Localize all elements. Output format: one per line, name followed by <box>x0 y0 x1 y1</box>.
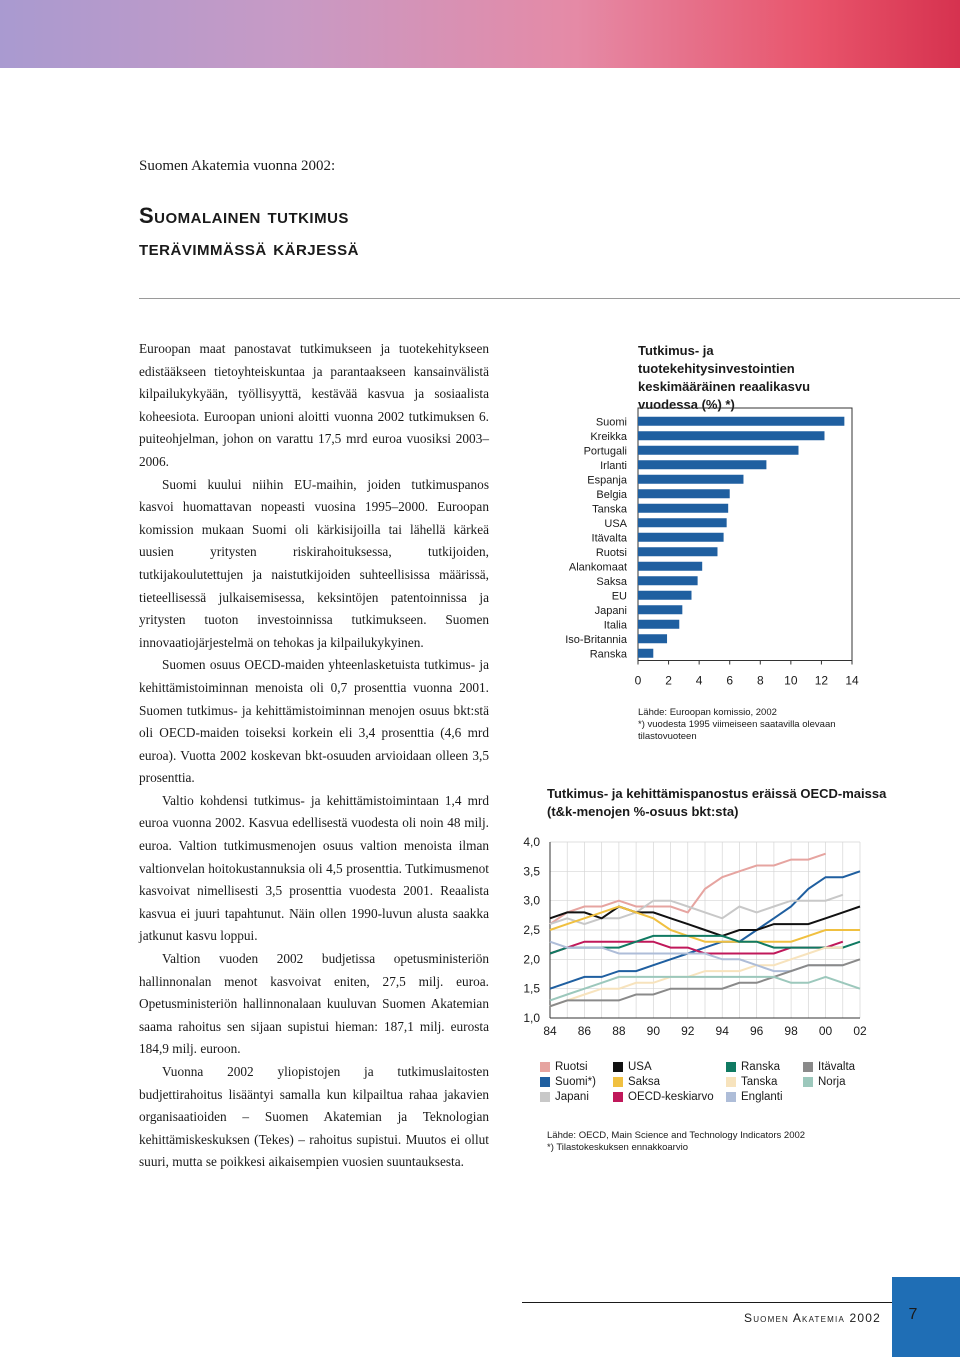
legend-label: USA <box>628 1061 652 1073</box>
legend-entry <box>726 1076 777 1088</box>
bar-chart-source-line-2: *) vuodesta 1995 viimeiseen saatavilla olevaan tilastovuoteen <box>638 719 836 742</box>
bar-chart-category-label: Alankomaat <box>568 561 627 574</box>
page-number: 7 <box>908 1306 918 1323</box>
legend-swatch <box>613 1077 623 1087</box>
bar-chart-bar <box>638 634 667 643</box>
legend-entry <box>803 1061 855 1073</box>
paragraph-1: Euroopan maat panostavat tutkimukseen ja tuotekehitykseen edistääkseen tietoyhteiskuntaa ja parantaakseen kansainvälistä kilpailukykyään, työllisyyttä, kestävää kasvua ja sosiaalista koheesiota. Euroopan unioni aloitti vuonna 2002 tutkimuksen 6. puiteohjelman, johon on varattu 17,5 mrd euroa vuosiksi 2003–2006. <box>139 341 489 469</box>
legend-label: Ranska <box>741 1061 780 1073</box>
line-chart-y-tick-label: 2,5 <box>523 923 540 937</box>
footer-rule <box>522 1302 892 1303</box>
bar-chart-bar <box>638 576 698 585</box>
bar-chart-bar <box>638 431 824 440</box>
paragraph-5: Valtion vuoden 2002 budjetissa opetusministeriön hallinnonalan menot kasvoivat eniten, 27,5 milj. euroa. Opetusministeriön hallinnonalaan kuuluvan Suomen Akatemian saama rahoitus sen sijaan supistui hieman: 187,1 milj. eurosta 184,9 milj. euroon. <box>139 951 489 1057</box>
line-chart-source <box>547 1130 867 1154</box>
line-chart-source-line-2: *) Tilastokeskuksen ennakkoarvio <box>547 1142 688 1153</box>
legend-swatch <box>540 1062 550 1072</box>
legend-label: Tanska <box>741 1076 778 1088</box>
bar-chart-category-label: USA <box>604 517 627 530</box>
legend-label: Norja <box>818 1076 846 1088</box>
legend-label: Englanti <box>741 1091 783 1103</box>
bar-chart-category-label: Saksa <box>596 575 627 588</box>
paragraph-4: Valtio kohdensi tutkimus- ja kehittämistoimintaan 1,4 mrd euroa vuonna 2002. Kasvua edellisestä vuodesta oli noin 48 milj. euroa. Valtion tutkimusmenojen osuus valtion menoista ilman valtionvelan hoitokustannuksia oli 4,5 prosenttia. Tutkimusmenot kasvoivat nimellisesti 3,5 prosenttia vuodesta 2001. Reaalista kasvua ei juuri tapahtunut. Näin ollen 1990-luvun alusta saakka jatkunut kasvu loppui. <box>139 792 489 944</box>
line-chart-x-tick-label: 90 <box>646 1024 661 1038</box>
intro-line: Suomen Akatemia vuonna 2002: <box>139 158 336 174</box>
bar-chart-bar <box>638 605 682 614</box>
bar-chart-title: Tutkimus- ja tuotekehitysinvestointien keskimääräinen reaalikasvu vuodessa (%) *) <box>638 343 811 412</box>
legend-label: Japani <box>555 1091 589 1103</box>
line-chart-x-tick-label: 94 <box>715 1024 729 1038</box>
bar-chart-bar <box>638 591 692 600</box>
legend-label: Ruotsi <box>555 1061 588 1073</box>
legend-label: Itävalta <box>818 1061 856 1073</box>
legend-swatch <box>613 1062 623 1072</box>
bar-chart-category-label: Italia <box>603 619 627 632</box>
bar-chart-category-label: Suomi <box>595 416 627 429</box>
paragraph-2: Suomi kuului niihin EU-maihin, joiden tutkimuspanos kasvoi huomattavan nopeasti vuosina 1995–2000. Euroopan komission mukaan Suomi oli kärkisijoilla tai lähellä kärkeä uusien yritysten riskirahoituksessa, tutkijoiden, tutkijakoulutettujen ja naistutkijoiden suhteellisissa määrissä, tieteellisessä julkaisemisessa, keksintöjen patentoinnissa ja yritysten tuoton investoinnissa tutkimukseen. Suomen innovaatiojärjestelmä on tehokas ja kilpailukykyinen. <box>139 476 489 650</box>
legend-entry <box>540 1076 596 1088</box>
line-chart-x-tick-label: 00 <box>818 1024 833 1038</box>
legend-swatch <box>726 1092 736 1102</box>
bar-chart-category-label: Irlanti <box>600 459 627 472</box>
bar-chart-source-line-1: Lähde: Euroopan komissio, 2002 <box>638 707 777 718</box>
legend-swatch <box>613 1092 623 1102</box>
line-chart-y-tick-label: 1,5 <box>523 981 540 996</box>
legend-entry <box>540 1091 589 1103</box>
legend-label: Saksa <box>628 1076 660 1088</box>
page-title <box>139 200 359 264</box>
legend-swatch <box>540 1077 550 1087</box>
paragraph-3: Suomen osuus OECD-maiden yhteenlasketuista tutkimus- ja kehittämistoiminnan menoista oli 0,7 prosenttia vuonna 2001. Suomen tutkimus- ja kehittämistoiminnan menojen osuus bkt:stä oli OECD-maiden toiseksi korkein eli 3,4 prosenttia (4,6 mrd euroa). Vuotta 2002 koskevan bkt-osuuden arvioidaan olleen 3,5 prosenttia. <box>139 657 489 786</box>
bar-chart-bar <box>638 562 702 571</box>
bar-chart-category-label: Espanja <box>587 474 627 487</box>
legend-entry <box>726 1091 783 1103</box>
bar-chart-x-tick-label: 12 <box>814 673 829 688</box>
bar-chart-bar <box>638 460 766 469</box>
legend-label: OECD-keskiarvo <box>628 1091 714 1103</box>
footer-publication: Suomen Akatemia 2002 <box>744 1311 882 1325</box>
line-chart-x-tick-label: 98 <box>784 1024 798 1038</box>
bar-chart-x-tick-label: 14 <box>845 673 859 688</box>
legend-swatch <box>540 1092 550 1102</box>
bar-chart-bar <box>638 518 727 527</box>
bar-chart-source <box>638 707 878 743</box>
bar-chart-bar <box>638 649 653 658</box>
line-chart-x-tick-label: 96 <box>749 1024 764 1038</box>
title-line-2: terävimmässä kärjessä <box>139 235 359 260</box>
body-text <box>139 338 489 1174</box>
bar-chart-bar <box>638 446 799 455</box>
line-chart-y-tick-label: 2,0 <box>523 952 540 967</box>
legend-entry <box>613 1061 652 1073</box>
bar-chart-category-label: Ranska <box>589 648 627 661</box>
bar-chart-bar <box>638 417 844 426</box>
legend-entry <box>613 1091 714 1103</box>
legend-swatch <box>726 1077 736 1087</box>
bar-chart-category-label: Itävalta <box>591 532 627 545</box>
bar-chart-x-tick-label: 10 <box>784 673 798 688</box>
bar-chart-bar <box>638 620 679 629</box>
bar-chart-category-label: Japani <box>594 604 627 617</box>
bar-chart-x-tick-label: 6 <box>726 673 734 688</box>
line-chart-x-tick-label: 84 <box>543 1024 557 1038</box>
legend-entry <box>613 1076 660 1088</box>
line-chart-source-line-1: Lähde: OECD, Main Science and Technology Indicators 2002 <box>547 1130 806 1141</box>
legend-label: Suomi*) <box>555 1076 596 1088</box>
line-chart-x-tick-label: 02 <box>853 1024 867 1038</box>
paragraph-6: Vuonna 2002 yliopistojen ja tutkimuslaitosten budjettirahoitus lisääntyi samalla kun kilpailtua rahaa jakavien organisaatioiden – Suomen Akatemian ja Teknologian kehittämiskeskuksen (Tekes) – rahoitus supistui. Muutos ei ollut suuri, mutta se poikkesi aikaisempien vuosien suuntauksesta. <box>139 1064 489 1170</box>
bar-chart-x-tick-label: 2 <box>665 673 672 688</box>
bar-chart-category-label: Ruotsi <box>595 546 627 559</box>
bar-chart-bar <box>638 533 724 542</box>
bar-chart-category-label: Belgia <box>596 488 627 501</box>
line-chart-y-tick-label: 3,0 <box>523 893 540 908</box>
bar-chart-bar <box>638 504 728 513</box>
header-banner <box>0 0 960 68</box>
line-chart-x-tick-label: 92 <box>681 1024 695 1038</box>
bar-chart-category-label: Kreikka <box>590 430 627 443</box>
bar-chart-bar <box>638 489 730 498</box>
bar-chart-category-label: Portugali <box>583 445 627 458</box>
line-chart-x-tick-label: 88 <box>612 1024 626 1038</box>
bar-chart-bar <box>638 475 743 484</box>
bar-chart-category-label: Tanska <box>592 503 627 516</box>
line-chart <box>510 830 870 1045</box>
line-chart-y-tick-label: 1,0 <box>523 1011 540 1025</box>
bar-chart-category-label: Iso-Britannia <box>565 633 627 646</box>
title-divider <box>139 298 960 299</box>
bar-chart-x-tick-label: 8 <box>756 673 764 688</box>
line-chart-y-tick-label: 4,0 <box>523 835 540 849</box>
bar-chart-x-tick-label: 4 <box>695 673 703 688</box>
line-chart-x-tick-label: 86 <box>577 1024 592 1038</box>
line-chart-y-tick-label: 3,5 <box>523 864 540 879</box>
legend-swatch <box>726 1062 736 1072</box>
legend-swatch <box>803 1077 813 1087</box>
title-line-1: Suomalainen tutkimus <box>139 203 349 228</box>
bar-chart-x-tick-label: 0 <box>634 673 642 688</box>
legend-swatch <box>803 1062 813 1072</box>
line-chart-title: Tutkimus- ja kehittämispanostus eräissä OECD-maissa (t&k-menojen %-osuus bkt:sta) <box>547 786 887 819</box>
bar-chart-category-label: EU <box>611 590 627 603</box>
bar-chart <box>540 400 870 695</box>
legend-entry <box>726 1061 780 1073</box>
legend-entry <box>803 1076 845 1088</box>
legend-entry <box>540 1061 588 1073</box>
bar-chart-bar <box>638 547 717 556</box>
